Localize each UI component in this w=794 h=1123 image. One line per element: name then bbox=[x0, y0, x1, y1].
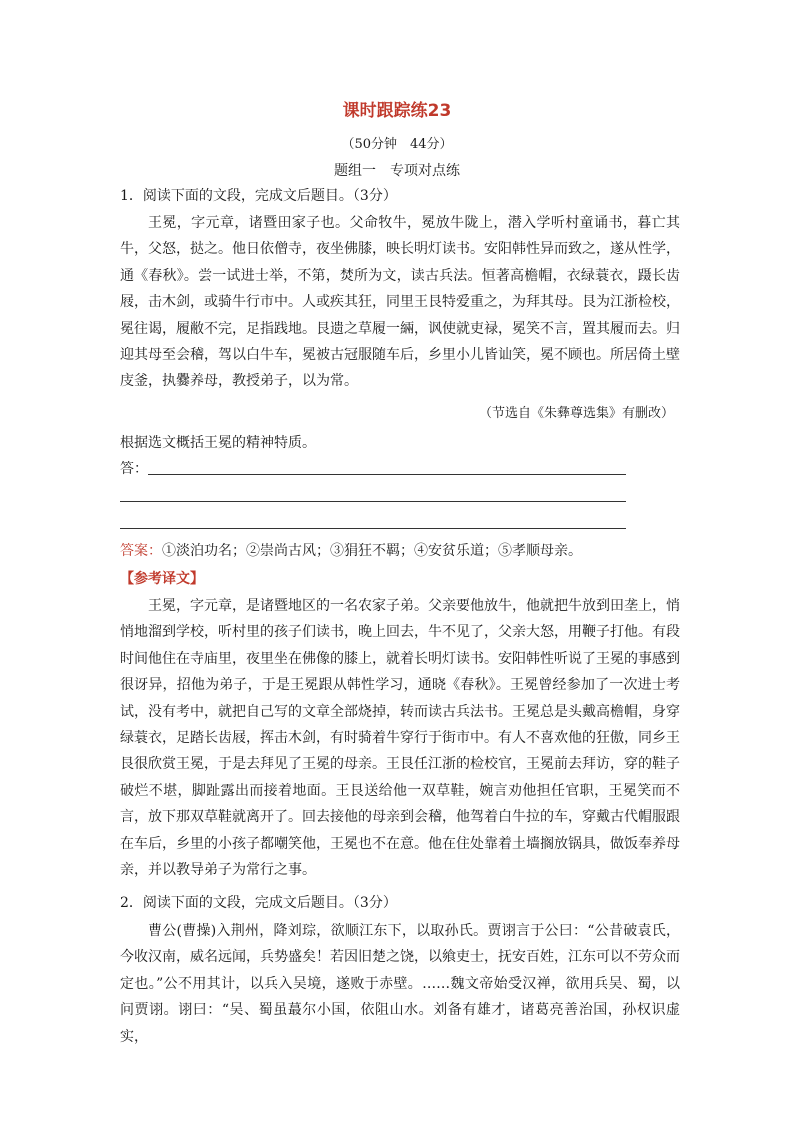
question-1-passage bbox=[120, 210, 680, 395]
answer-area bbox=[120, 456, 626, 536]
passage-text: 曹公(曹操)入荆州，降刘琮，欲顺江东下，以取孙氏。贾诩言于公曰：“公昔破袁氏，今收汉南，威名远闻，兵势盛矣！若因旧楚之饶，以飨吏士，抚安百姓，江东可以不劳众而定也。”公不用其计，以兵入吴境，遂败于赤壁。……魏文帝始受汉禅，欲用兵吴、蜀，以问贾诩。诩曰：“吴、蜀虽蕞尔小国，依阻山水。刘备有雄才，诸葛亮善治国，孙权识虚实， bbox=[120, 923, 680, 1045]
answer-label: 答： bbox=[120, 461, 148, 477]
answer-line bbox=[148, 474, 626, 475]
answer-key-text: ①淡泊功名；②崇尚古风；③狷狂不羁；④安贫乐道；⑤孝顺母亲。 bbox=[162, 543, 582, 559]
passage-text: 王冕，字元章，诸暨田家子也。父命牧牛，冕放牛陇上，潜入学听村童诵书，暮亡其牛，父怒，挞之。他日依僧寺，夜坐佛膝，映长明灯读书。安阳韩性异而致之，遂从性学，通《春秋》。尝一试进士举，不第，焚所为文，读古兵法。恒著高檐帽，衣绿蓑衣，蹑长齿屐，击木剑，或骑牛行市中。人或疾其狂，同里王艮特爱重之，为拜其母。艮为江浙检校，冕往谒，履敝不完，足指践地。艮遗之草履一緉，讽使就吏禄，冕笑不言，置其履而去。归迎其母至会稽，驾以白牛车，冕被古冠服随车后，乡里小儿皆讪笑，冕不顾也。所居倚土壁庋釜，执爨养母，教授弟子，以为常。 bbox=[120, 215, 680, 390]
reference-translation-heading: 【参考译文】 bbox=[120, 571, 204, 587]
answer-key bbox=[120, 538, 680, 564]
answer-key-label: 答案： bbox=[120, 543, 162, 559]
question-1-ask: 根据选文概括王冕的精神特质。 bbox=[120, 435, 316, 451]
passage-source: （节选自《朱彝尊选集》有删改） bbox=[478, 406, 674, 421]
answer-line bbox=[120, 528, 626, 529]
translation-text: 王冕，字元章，是诸暨地区的一名农家子弟。父亲要他放牛，他就把牛放到田垄上，悄悄地溜到学校，听村里的孩子们读书，晚上回去，牛不见了，父亲大怒，用鞭子打他。有段时间他住在寺庙里，夜里坐在佛像的膝上，就着长明灯读书。安阳韩性听说了王冕的事感到很讶异，招他为弟子，于是王冕跟从韩性学习，通晓《春秋》。王冕曾经参加了一次进士考试，没有考中，就把自己写的文章全部烧掉，转而读古兵法书。王冕总是头戴高檐帽，身穿绿蓑衣，足踏长齿屐，挥击木剑，有时骑着牛穿行于街市中。有人不喜欢他的狂傲，同乡王艮很欣赏王冕，于是去拜见了王冕的母亲。王艮任江浙的检校官，王冕前去拜访，穿的鞋子破烂不堪，脚趾露出而接着地面。王艮送给他一双草鞋，婉言劝他担任官职，王冕笑而不言，放下那双草鞋就离开了。回去接他的母亲到会稽，他驾着白牛拉的车，穿戴古代帽服跟在车后，乡里的小孩子都嘲笑他，王冕也不在意。他在住处靠着土墙搁放锅具，做饭奉养母亲，并以教导弟子为常行之事。 bbox=[120, 598, 680, 879]
group-heading: 题组一 专项对点练 bbox=[334, 163, 460, 179]
reference-translation bbox=[120, 593, 680, 883]
page-title: 课时跟踪练23 bbox=[342, 101, 452, 121]
question-1-prompt: 1．阅读下面的文段，完成文后题目。（3分） bbox=[120, 188, 397, 204]
answer-line bbox=[120, 501, 626, 502]
question-2-prompt: 2．阅读下面的文段，完成文后题目。（3分） bbox=[120, 895, 397, 911]
question-2-passage bbox=[120, 918, 680, 1050]
time-score: （50分钟 44分） bbox=[341, 137, 453, 152]
